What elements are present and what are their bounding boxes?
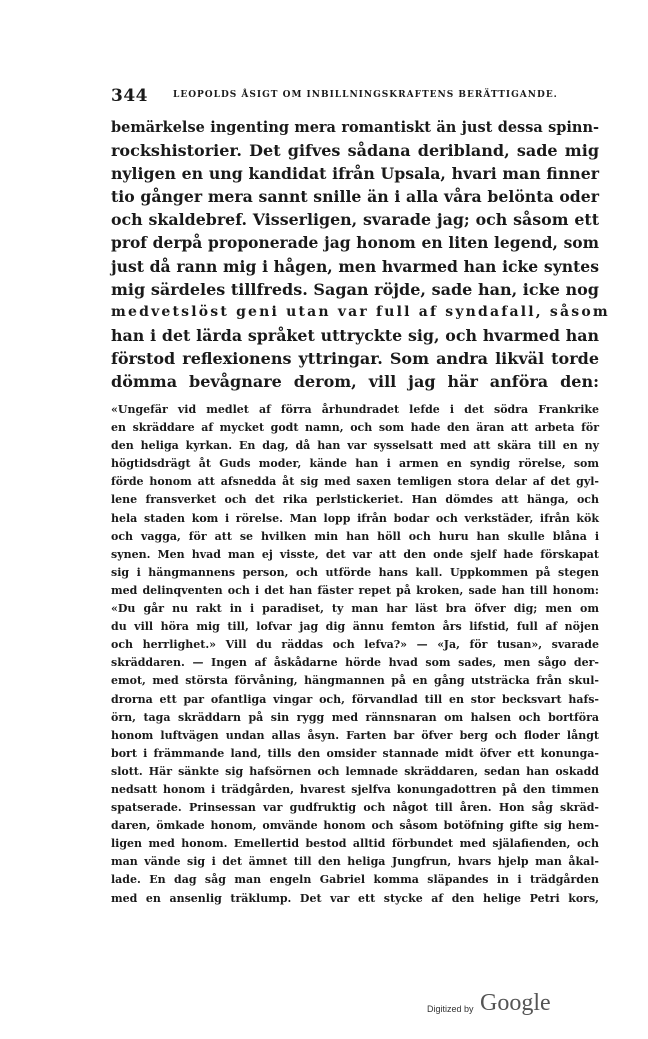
main-text-line: medvetslöst geni utan var full af syndafall, såsom (111, 303, 610, 320)
main-text-line: mig särdeles tillfreds. Sagan röjde, sade han, icke nog (111, 279, 599, 299)
main-text-line: rockshistorier. Det gifves sådana deribland, sade mig (111, 141, 599, 161)
quote-line: den heliga kyrkan. En dag, då han var sysselsatt med att skära till en ny (111, 439, 599, 453)
quote-line: och vagga, för att se hvilken min han höll och huru han skulle blåna i (111, 529, 599, 543)
quote-line: man vände sig i det ämnet till den heliga Jungfrun, hvars hjelp man åkal- (111, 855, 599, 869)
quote-line: daren, ömkade honom, omvände honom och såsom botöfning gifte sig hem- (111, 819, 599, 833)
main-text-line: dömma bevågnare derom, vill jag här anföra den: (111, 372, 599, 392)
quote-line: slott. Här sänkte sig hafsörnen och lemnade skräddaren, sedan han oskadd (111, 764, 599, 778)
google-logo: Google (480, 990, 551, 1016)
quote-line: «Ungefär vid medlet af förra århundradet lefde i det södra Frankrike (111, 403, 599, 416)
quote-line: skräddaren. — Ingen af åskådarne hörde hvad som sades, men sågo der- (111, 656, 599, 670)
main-text (111, 116, 610, 393)
quote-line: drorna ett par ofantliga vingar och, förvandlad till en stor becksvart hafs- (111, 692, 599, 706)
quote-line: «Du går nu rakt in i paradiset, ty man har läst bra öfver dig; men om (111, 602, 599, 616)
page-header (111, 86, 601, 106)
main-text-line: han i det lärda språket uttryckte sig, och hvarmed han (111, 325, 599, 345)
quote-line: bort i främmande land, tills den omsider stannade midt öfver ett konunga- (111, 746, 599, 760)
quote-line: högtidsdrägt åt Guds moder, kände han i armen en syndig rörelse, som (111, 457, 599, 471)
main-text-line: prof derpå proponerade jag honom en liten legend, som (111, 233, 599, 253)
quote-line: spatserade. Prinsessan var gudfruktig och något till åren. Hon såg skräd- (111, 801, 599, 815)
digitized-by-label: Digitized by (427, 1004, 474, 1014)
quote-line: med en ansenlig träklump. Det var ett stycke af den helige Petri kors, (111, 891, 599, 905)
main-text-line: tio gånger mera sannt snille än i alla våra belönta oder (111, 187, 599, 207)
quote-line: du vill höra mig till, lofvar jag dig ännu femton års lifstid, full af nöjen (111, 620, 599, 634)
digitization-watermark (420, 990, 580, 1020)
quote-line: sig i hängmannens person, och utförde hans kall. Uppkommen på stegen (111, 565, 599, 579)
quote-line: och herrlighet.» Vill du räddas och lefva?» — «Ja, för tusan», svarade (111, 638, 599, 652)
main-text-line: och skaldebref. Visserligen, svarade jag; och såsom ett (111, 210, 599, 230)
quote-line: örn, taga skräddarn på sin rygg med rännsnaran om halsen och bortföra (111, 710, 599, 724)
quote-line: emot, med största förvåning, hängmannen på en gång utsträcka från skul- (111, 674, 599, 688)
quote-line: nedsatt honom i trädgården, hvarest sjelfva konungadottren på den timmen (111, 782, 599, 796)
quote-line: hela staden kom i rörelse. Man lopp ifrån bodar och verkstäder, ifrån kök (111, 511, 599, 525)
running-title: LEOPOLDS ÅSIGT OM INBILLNINGSKRAFTENS BERÄTTIGANDE. (173, 90, 558, 100)
quote-line: ligen med honom. Emellertid bestod alltid förbundet med själafienden, och (111, 837, 599, 851)
quote-line: en skräddare af mycket godt namn, och som hade den äran att arbeta för (111, 421, 599, 435)
quote-line: honom luftvägen undan allas åsyn. Farten bar öfver berg och floder långt (111, 728, 599, 742)
quote-line: förde honom att afsnedda åt sig med saxen temligen stora delar af det gyl- (111, 475, 599, 489)
quoted-legend (111, 401, 599, 908)
page-number: 344 (111, 86, 148, 106)
quote-line: lene fransverket och det rika perlstickeriet. Han dömdes att hänga, och (111, 493, 599, 507)
quote-line: med delinqventen och i det han fäster repet på kroken, sade han till honom: (111, 583, 599, 597)
quote-line: synen. Men hvad man ej visste, det var att den onde sjelf hade förskapat (111, 547, 599, 561)
main-text-line: förstod reflexionens yttringar. Som andra likväl torde (111, 348, 599, 368)
main-text-line: just då rann mig i hågen, men hvarmed han icke syntes (111, 256, 599, 276)
quote-line: lade. En dag såg man engeln Gabriel komma släpandes in i trädgården (111, 873, 599, 887)
main-text-line: nyligen en ung kandidat ifrån Upsala, hvari man finner (111, 164, 599, 184)
main-text-line: bemärkelse ingenting mera romantiskt än just dessa spinn- (111, 119, 599, 136)
